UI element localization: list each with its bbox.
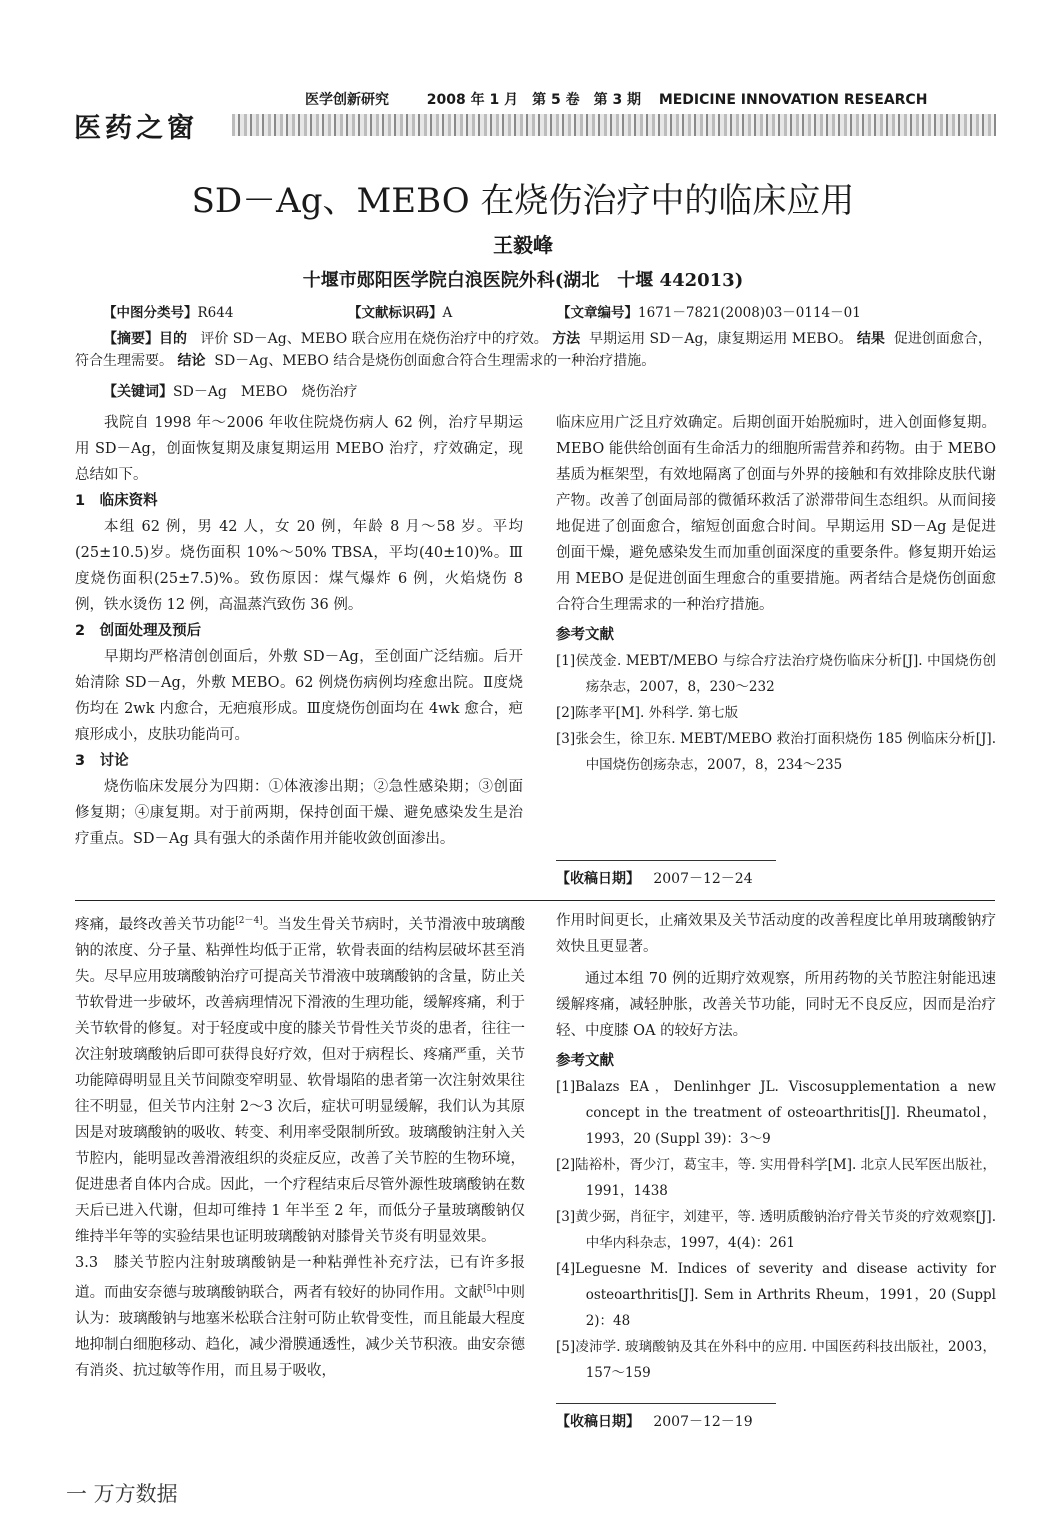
artno-label: 【文章编号】 — [557, 305, 638, 321]
abstract-method: 早期运用 SD－Ag，康复期运用 MEBO。 — [589, 331, 853, 347]
intro-paragraph: 我院自 1998 年～2006 年收住院烧伤病人 62 例，治疗早期运用 SD－Ag，创面恢复期及康复期运用 MEBO 治疗，疗效确定，现总结如下。 — [75, 415, 523, 483]
section-heading-3: 3 讨论 — [75, 753, 129, 769]
clc-number — [103, 301, 233, 321]
reference-item: [1]侯茂金. MEBT/MEBO 与综合疗法治疗烧伤临床分析[J]. 中国烧伤创疡杂志，2007，8，230～232 — [556, 653, 996, 695]
header-decorative-band — [232, 114, 996, 136]
received-date — [556, 868, 753, 888]
left-column — [75, 410, 523, 852]
keywords — [103, 381, 357, 403]
clc-value: R644 — [197, 305, 234, 321]
received-label: 【收稿日期】 — [556, 871, 640, 887]
second-paragraph-text: 疼痛，最终改善关节功能 — [75, 916, 236, 933]
running-header — [305, 89, 927, 109]
reference-item: [1]Balazs EA，Denlinhger JL. Viscosupplementation a new concept in the treatment of osteoarthritis[J]. Rheumatol，1993，20 (Suppl 39)：3～9 — [556, 1079, 996, 1147]
paragraph-wound-care: 早期均严格清创创面后，外敷 SD－Ag，至创面广泛结痂。后开始清除 SD－Ag，外敷 MEBO。62 例烧伤病例均痊愈出院。Ⅱ度烧伤均在 2wk 内愈合，无疤痕形成。Ⅲ度烧伤创面均在 4wk 愈合，疤痕形成小，皮肤功能尚可。 — [75, 649, 523, 743]
document-code — [348, 301, 452, 321]
citation: [5] — [483, 1283, 496, 1294]
result-label: 结果 — [856, 331, 885, 347]
reference-item: [2]陈孝平[M]. 外科学. 第七版 — [556, 705, 739, 721]
author: 王毅峰 — [493, 233, 553, 257]
abstract-conclusion: SD－Ag、MEBO 结合是烧伤创面愈合符合生理需求的一种治疗措施。 — [214, 353, 656, 369]
section-3-3-text: 3.3 膝关节腔内注射玻璃酸钠是一种粘弹性补充疗法，已有许多报道。而曲安奈德与玻璃酸钠联合，两者有较好的协同作用。文献 — [75, 1254, 525, 1301]
abstract-aim: 评价 SD－Ag、MEBO 联合应用在烧伤治疗中的疗效。 — [200, 331, 548, 347]
method-label: 方法 — [552, 331, 581, 347]
affiliation: 十堰市郧阳医学院白浪医院外科(湖北 十堰 442013) — [302, 270, 744, 291]
section-heading-2: 2 创面处理及预后 — [75, 623, 202, 639]
abstract-label: 【摘要】目的 — [103, 331, 187, 347]
artno-value: 1671－7821(2008)03－0114－01 — [638, 305, 861, 321]
abstract — [75, 328, 995, 372]
reference-item: [3]黄少弼，肖征宇，刘建平，等. 透明质酸钠治疗骨关节炎的疗效观察[J]. 中华内科杂志，1997，4(4)：261 — [556, 1209, 996, 1251]
received-value: 2007－12－24 — [653, 871, 753, 887]
second-paragraph — [75, 908, 525, 1250]
reference-item: [2]陆裕朴，胥少汀，葛宝丰，等. 实用骨科学[M]. 北京人民军医出版社，1991，1438 — [556, 1157, 996, 1199]
doc-label: 【文献标识码】 — [348, 305, 443, 321]
received-rule — [556, 860, 776, 861]
paragraph-discussion: 烧伤临床发展分为四期：①体液渗出期；②急性感染期；③创面修复期；④康复期。对于前两期，保持创面干燥、避免感染发生是治疗重点。SD－Ag 具有强大的杀菌作用并能收敛创面渗出。 — [75, 779, 523, 847]
second-received-rule — [556, 1403, 776, 1404]
reference-item: [4]Leguesne M. Indices of severity and disease activity for osteoarthritis[J]. Sem in Arthrits Rheum，1991，20 (Suppl 2)：48 — [556, 1261, 996, 1329]
keywords-value: SD－Ag MEBO 烧伤治疗 — [173, 384, 358, 400]
conclusion-paragraph: 通过本组 70 例的近期疗效观察，所用药物的关节腔注射能迅速缓解疼痛，减轻肿胀，改善关节功能，同时无不良反应，因而是治疗轻、中度膝 OA 的较好方法。 — [556, 971, 996, 1039]
second-right-paragraph: 作用时间更长，止痛效果及关节活动度的改善程度比单用玻璃酸钠疗效快且更显著。 — [556, 913, 996, 955]
reference-item: [5]凌沛学. 玻璃酸钠及其在外科中的应用. 中国医药科技出版社，2003，157～159 — [556, 1339, 996, 1381]
watermark-footer: 一 万方数据 — [66, 1482, 178, 1506]
clc-label: 【中图分类号】 — [103, 305, 198, 321]
abstract-result: 促进创面愈合，符合生理需要。 — [75, 331, 992, 369]
reference-item: [3]张会生，徐卫东. MEBT/MEBO 救治打面积烧伤 185 例临床分析[J]. 中国烧伤创疡杂志，2007，8，234～235 — [556, 731, 996, 773]
section-3-3-text: 中则认为：玻璃酸钠与地塞米松联合注射可防止软骨变性，而且能最大程度地抑制白细胞移动、趋化，减少滑膜通透性，减少关节积液。曲安奈德有消炎、抗过敏等作用，而且易于吸收， — [75, 1284, 526, 1379]
second-references-heading: 参考文献 — [556, 1053, 614, 1069]
section-logo: 医药之窗 — [74, 113, 198, 144]
second-received-date — [556, 1411, 753, 1431]
right-column — [556, 410, 996, 778]
issue-info: 2008 年 1 月 第 5 卷 第 3 期 — [426, 92, 642, 108]
journal-name-cn: 医学创新研究 — [305, 92, 389, 108]
paragraph-discussion-cont: 临床应用广泛且疗效确定。后期创面开始脱痂时，进入创面修复期。MEBO 能供给创面有生命活力的细胞所需营养和药物。由于 MEBO 基质为框架型，有效地隔离了创面与外界的接触和有效排除皮肤代谢产物。改善了创面局部的微循环救活了淤滞带间生态组织。从而间接地促进了创面愈合，缩短创面愈合时间。早期运用 SD－Ag 是促进创面干燥，避免感染发生而加重创面深度的重要条件。修复期开始运用 MEBO 是促进创面生理愈合的重要措施。两者结合是烧伤创面愈合符合生理需求的一种治疗措施。 — [556, 415, 996, 613]
paragraph-clinical-data: 本组 62 例，男 42 人，女 20 例，年龄 8 月～58 岁。平均(25±10.5)岁。烧伤面积 10%～50% TBSA，平均(40±10)%。Ⅲ度烧伤面积(25±7.5)%。致伤原因：煤气爆炸 6 例，火焰烧伤 8 例，铁水烫伤 12 例，高温蒸汽致伤 36 例。 — [75, 519, 523, 613]
citation: [2－4] — [235, 916, 263, 926]
references-heading: 参考文献 — [556, 627, 614, 643]
article-number — [557, 301, 861, 321]
conclusion-label: 结论 — [177, 353, 206, 369]
second-received-label: 【收稿日期】 — [556, 1414, 640, 1430]
keywords-label: 【关键词】 — [103, 384, 173, 400]
article-divider — [75, 900, 995, 901]
second-left-column — [75, 908, 525, 1384]
second-right-column — [556, 908, 996, 1386]
section-heading-1: 1 临床资料 — [75, 493, 158, 509]
journal-name-en: MEDICINE INNOVATION RESEARCH — [658, 92, 928, 108]
article-title: SD－Ag、MEBO 在烧伤治疗中的临床应用 — [191, 181, 855, 221]
second-paragraph-text: 。当发生骨关节病时，关节滑液中玻璃酸钠的浓度、分子量、粘弹性均低于正常，软骨表面的结构层破坏甚至消失。尽早应用玻璃酸钠治疗可提高关节滑液中玻璃酸钠的含量，防止关节软骨进一步破坏，改善病理情况下滑液的生理功能，缓解疼痛，利于关节软骨的修复。对于轻度或中度的膝关节骨性关节炎的患者，往往一次注射玻璃酸钠后即可获得良好疗效，但对于病程长、疼痛严重，关节功能障碍明显且关节间隙变窄明显、软骨塌陷的患者第一次注射效果往往不明显，但关节内注射 2～3 次后，症状可明显缓解，我们认为其原因是对玻璃酸钠的吸收、转变、利用率受限制所致。玻璃酸钠注射入关节腔内，能明显改善滑液组织的炎症反应，改善了关节腔的生物环境，促进患者自体内合成。因此，一个疗程结束后尽管外源性玻璃酸钠在数天后已进入代谢，但却可维持 1 年半至 2 年，而低分子量玻璃酸钠仅维持半年等的实验结果也证明玻璃酸钠对膝骨关节炎有明显效果。 — [75, 916, 525, 1245]
doc-value: A — [442, 305, 453, 321]
second-received-value: 2007－12－19 — [653, 1414, 753, 1430]
section-3-3 — [75, 1250, 525, 1384]
